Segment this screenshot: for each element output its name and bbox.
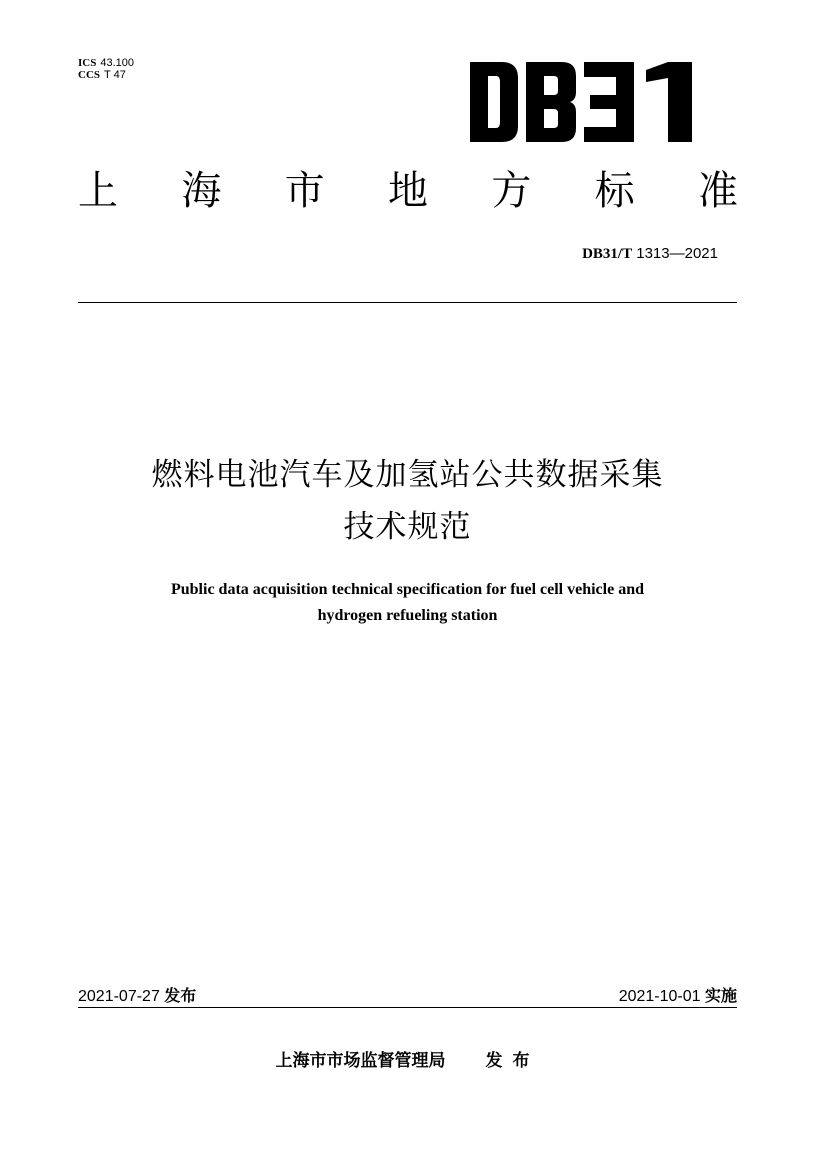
db31-logo-graphic <box>470 62 692 142</box>
ics-label: ICS <box>78 57 97 69</box>
db31-logo <box>470 62 692 142</box>
title-cn-line1: 燃料电池汽车及加氢站公共数据采集 <box>151 457 664 493</box>
standard-type-char: 标 <box>594 168 635 214</box>
standard-type-char: 地 <box>387 168 428 214</box>
implement-date-value: 2021-10-01 <box>618 988 701 1005</box>
publish-date-value: 2021-07-27 <box>78 988 160 1005</box>
standard-type-heading <box>78 166 738 216</box>
issuer-name: 上海市市场监督管理局 <box>275 1051 446 1071</box>
top-divider <box>78 302 737 303</box>
implement-label: 实施 <box>704 986 737 1005</box>
ics-code <box>78 57 134 69</box>
document-number <box>582 245 718 263</box>
standard-type-char: 海 <box>181 168 222 214</box>
title-en-line2: hydrogen refueling station <box>317 607 498 624</box>
title-cn-line2: 技术规范 <box>343 509 472 545</box>
bottom-divider <box>78 1007 737 1008</box>
document-number-value: 1313—2021 <box>636 245 718 262</box>
standard-type-char: 市 <box>284 168 325 214</box>
publish-date <box>78 983 196 1006</box>
issuer-line <box>0 1046 815 1071</box>
document-number-prefix: DB31/T <box>582 246 633 262</box>
standard-type-char: 准 <box>697 168 738 214</box>
standard-type-char: 方 <box>491 168 532 214</box>
implement-date <box>619 983 737 1006</box>
standard-type-char: 上 <box>78 168 118 214</box>
ccs-value: T 47 <box>104 69 126 81</box>
publish-label: 发布 <box>164 986 197 1005</box>
ics-value: 43.100 <box>100 57 134 69</box>
title-en-line1: Public data acquisition technical specification for fuel cell vehicle and <box>170 581 644 598</box>
issuer-action: 发布 <box>485 1051 540 1071</box>
ccs-label: CCS <box>78 69 101 81</box>
ccs-code <box>78 69 126 81</box>
